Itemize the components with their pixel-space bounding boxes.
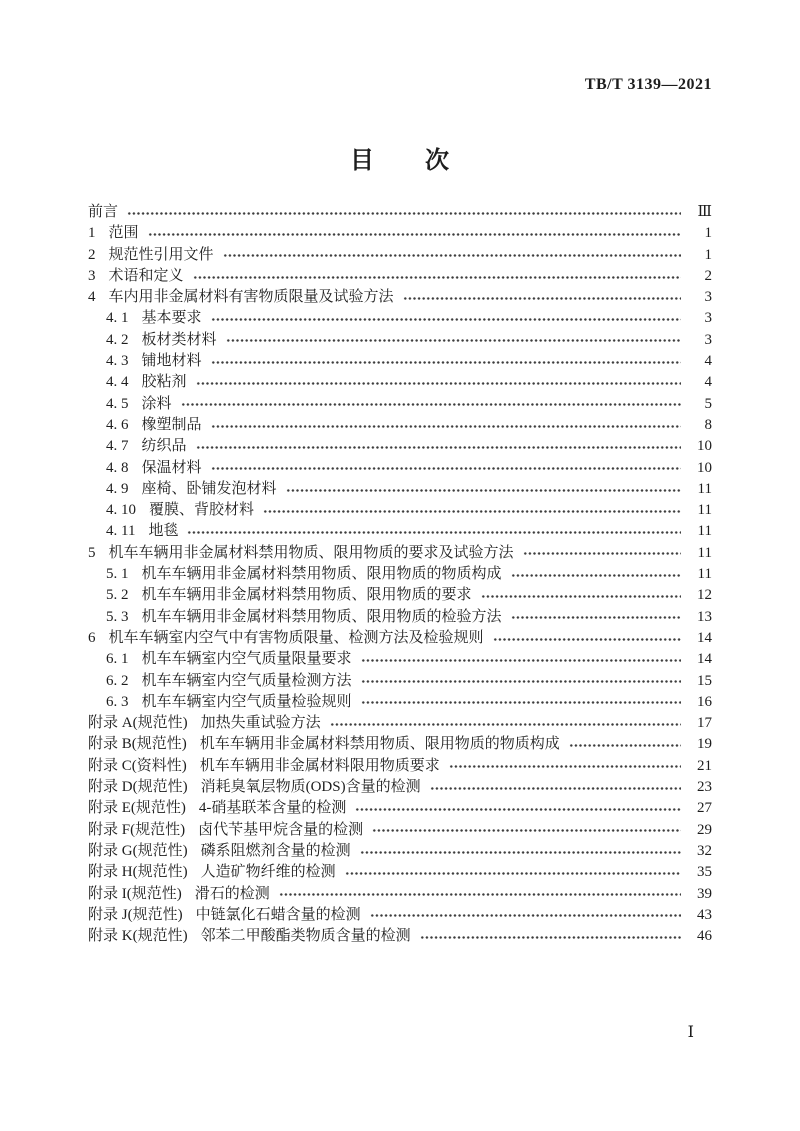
toc-entry-title: 机车车辆室内空气质量限量要求 bbox=[141, 651, 352, 668]
toc-entry bbox=[88, 308, 712, 329]
toc-entry bbox=[88, 820, 712, 841]
dot-leader bbox=[511, 614, 681, 621]
toc-entry-number: 附录 F(规范性) bbox=[88, 821, 186, 838]
toc-entry-number: 4. 6 bbox=[106, 416, 129, 433]
toc-entry-page: 15 bbox=[697, 672, 712, 689]
toc-entry bbox=[88, 287, 712, 308]
toc-entry bbox=[88, 671, 712, 692]
toc-entry-number: 4. 7 bbox=[106, 438, 129, 455]
toc-entry-title: 铺地材料 bbox=[141, 353, 202, 370]
toc-entry-title: 橡塑制品 bbox=[141, 416, 202, 433]
toc-entry-title: 4-硝基联苯含量的检测 bbox=[198, 800, 347, 817]
toc-entry bbox=[88, 628, 712, 649]
dot-leader bbox=[449, 763, 681, 770]
toc-entry-page: 11 bbox=[697, 480, 712, 497]
dot-leader bbox=[187, 529, 681, 536]
toc-entry bbox=[88, 458, 712, 479]
toc-entry-number: 附录 E(规范性) bbox=[88, 800, 186, 817]
toc-entry-number: 6 bbox=[88, 629, 96, 646]
toc-entry-number: 4. 2 bbox=[106, 331, 129, 348]
toc-entry-title: 机车车辆用非金属材料禁用物质、限用物质的物质构成 bbox=[141, 566, 502, 583]
toc-entry-page: 3 bbox=[704, 310, 712, 327]
toc-entry-number: 4. 3 bbox=[106, 353, 129, 370]
dot-leader bbox=[223, 252, 681, 259]
toc-entry-title: 磷系阻燃剂含量的检测 bbox=[200, 842, 351, 859]
toc-entry bbox=[88, 607, 712, 628]
dot-leader bbox=[481, 593, 681, 600]
dot-leader bbox=[211, 423, 681, 430]
toc-entry-title: 滑石的检测 bbox=[194, 885, 270, 902]
dot-leader bbox=[127, 210, 681, 217]
toc-list bbox=[88, 202, 712, 947]
toc-entry-title: 范围 bbox=[108, 225, 139, 242]
toc-entry-number: 3 bbox=[88, 267, 96, 284]
toc-entry-title: 板材类材料 bbox=[141, 331, 217, 348]
toc-entry bbox=[88, 734, 712, 755]
toc-entry-page: 8 bbox=[704, 416, 712, 433]
toc-entry-number: 附录 H(规范性) bbox=[88, 864, 188, 881]
dot-leader bbox=[211, 316, 681, 323]
dot-leader bbox=[361, 678, 681, 685]
toc-entry-page: 10 bbox=[697, 459, 712, 476]
toc-entry-title: 邻苯二甲酸酯类物质含量的检测 bbox=[200, 928, 411, 945]
toc-entry-title: 基本要求 bbox=[141, 310, 202, 327]
toc-entry-page: 23 bbox=[697, 779, 712, 796]
toc-entry-page: 4 bbox=[704, 353, 712, 370]
toc-entry-title: 规范性引用文件 bbox=[108, 246, 214, 263]
footer-page-number: Ⅰ bbox=[687, 1024, 694, 1041]
toc-entry-number: 附录 C(资料性) bbox=[88, 757, 187, 774]
dot-leader bbox=[403, 295, 681, 302]
toc-entry-number: 4. 5 bbox=[106, 395, 129, 412]
toc-entry-title: 保温材料 bbox=[141, 459, 202, 476]
dot-leader bbox=[511, 572, 681, 579]
toc-entry-number: 附录 K(规范性) bbox=[88, 928, 188, 945]
toc-entry-number: 附录 D(规范性) bbox=[88, 779, 188, 796]
toc-entry-number: 4. 9 bbox=[106, 480, 129, 497]
toc-entry-title: 纺织品 bbox=[141, 438, 187, 455]
toc-entry bbox=[88, 884, 712, 905]
toc-entry bbox=[88, 564, 712, 585]
page-title: 目 次 bbox=[350, 147, 450, 174]
toc-entry-number: 2 bbox=[88, 246, 96, 263]
toc-entry-title: 加热失重试验方法 bbox=[200, 715, 321, 732]
toc-entry-title: 座椅、卧铺发泡材料 bbox=[141, 480, 277, 497]
toc-entry-page: 16 bbox=[697, 693, 712, 710]
toc-entry bbox=[88, 521, 712, 542]
toc-entry-number: 6. 2 bbox=[106, 672, 129, 689]
dot-leader bbox=[360, 849, 681, 856]
dot-leader bbox=[148, 231, 681, 238]
dot-leader bbox=[330, 721, 681, 728]
toc-entry-title: 覆膜、背胶材料 bbox=[149, 502, 255, 519]
toc-entry-number: 4. 4 bbox=[106, 374, 129, 391]
toc-entry-title: 机车车辆室内空气质量检验规则 bbox=[141, 693, 352, 710]
toc-entry-page: 3 bbox=[704, 289, 712, 306]
toc-entry-page: 27 bbox=[697, 800, 712, 817]
dot-leader bbox=[361, 699, 681, 706]
dot-leader bbox=[193, 274, 681, 281]
toc-entry bbox=[88, 415, 712, 436]
dot-leader bbox=[355, 806, 681, 813]
standard-number: TB/T 3139—2021 bbox=[584, 76, 712, 93]
toc-entry bbox=[88, 266, 712, 287]
toc-entry-page: 14 bbox=[697, 651, 712, 668]
toc-entry-page: 11 bbox=[697, 523, 712, 540]
dot-leader bbox=[196, 380, 681, 387]
toc-entry-page: 5 bbox=[704, 395, 712, 412]
toc-entry-page: 3 bbox=[704, 331, 712, 348]
toc-entry-title: 涂料 bbox=[141, 395, 172, 412]
toc-entry-title: 前言 bbox=[88, 204, 119, 220]
dot-leader bbox=[372, 827, 681, 834]
toc-entry bbox=[88, 223, 712, 244]
toc-entry-title: 人造矿物纤维的检测 bbox=[200, 864, 336, 881]
dot-leader bbox=[523, 550, 681, 557]
dot-leader bbox=[430, 785, 681, 792]
toc-entry-title: 地毯 bbox=[148, 523, 179, 540]
toc-entry bbox=[88, 905, 712, 926]
toc-entry-title: 机车车辆用非金属材料限用物质要求 bbox=[199, 757, 440, 774]
toc-entry-page: 4 bbox=[704, 374, 712, 391]
toc-entry bbox=[88, 926, 712, 947]
document-page bbox=[88, 0, 712, 1131]
toc-entry-number: 1 bbox=[88, 225, 96, 242]
toc-entry bbox=[88, 756, 712, 777]
toc-entry bbox=[88, 394, 712, 415]
dot-leader bbox=[263, 508, 681, 515]
toc-entry bbox=[88, 798, 712, 819]
toc-entry bbox=[88, 330, 712, 351]
toc-entry bbox=[88, 585, 712, 606]
dot-leader bbox=[493, 636, 681, 643]
toc-entry-page: 43 bbox=[697, 906, 712, 923]
toc-entry-page: Ⅲ bbox=[697, 204, 712, 220]
toc-entry-page: 21 bbox=[697, 757, 712, 774]
toc-entry-page: 13 bbox=[697, 608, 712, 625]
toc-entry bbox=[88, 479, 712, 500]
toc-entry-number: 附录 J(规范性) bbox=[88, 906, 183, 923]
toc-entry-number: 附录 A(规范性) bbox=[88, 715, 188, 732]
toc-entry bbox=[88, 202, 712, 223]
dot-leader bbox=[569, 742, 681, 749]
toc-entry-number: 5. 2 bbox=[106, 587, 129, 604]
toc-entry-title: 机车车辆用非金属材料禁用物质、限用物质的检验方法 bbox=[141, 608, 502, 625]
toc-entry-title: 机车车辆用非金属材料禁用物质、限用物质的物质构成 bbox=[199, 736, 560, 753]
toc-entry-title: 机车车辆用非金属材料禁用物质、限用物质的要求 bbox=[141, 587, 472, 604]
toc-entry-title: 机车车辆室内空气中有害物质限量、检测方法及检验规则 bbox=[108, 629, 484, 646]
dot-leader bbox=[361, 657, 681, 664]
toc-entry-page: 39 bbox=[697, 885, 712, 902]
toc-entry-page: 29 bbox=[697, 821, 712, 838]
toc-entry-title: 消耗臭氧层物质(ODS)含量的检测 bbox=[200, 779, 421, 796]
dot-leader bbox=[211, 465, 681, 472]
toc-entry-page: 11 bbox=[697, 502, 712, 519]
toc-entry-title: 机车车辆用非金属材料禁用物质、限用物质的要求及试验方法 bbox=[108, 544, 514, 561]
toc-entry-page: 35 bbox=[697, 864, 712, 881]
toc-entry-number: 附录 B(规范性) bbox=[88, 736, 187, 753]
toc-entry-number: 附录 I(规范性) bbox=[88, 885, 182, 902]
toc-entry bbox=[88, 841, 712, 862]
toc-entry-number: 附录 G(规范性) bbox=[88, 842, 188, 859]
toc-entry-number: 4. 1 bbox=[106, 310, 129, 327]
toc-entry-number: 6. 3 bbox=[106, 693, 129, 710]
dot-leader bbox=[196, 444, 681, 451]
dot-leader bbox=[345, 870, 681, 877]
toc-entry bbox=[88, 713, 712, 734]
toc-entry bbox=[88, 245, 712, 266]
toc-entry-number: 4. 10 bbox=[106, 502, 136, 519]
toc-entry-number: 5 bbox=[88, 544, 96, 561]
toc-entry-title: 中链氯化石蜡含量的检测 bbox=[195, 906, 361, 923]
toc-entry bbox=[88, 372, 712, 393]
toc-entry-page: 1 bbox=[704, 246, 712, 263]
toc-entry-number: 6. 1 bbox=[106, 651, 129, 668]
toc-entry-title: 胶粘剂 bbox=[141, 374, 187, 391]
toc-entry-page: 10 bbox=[697, 438, 712, 455]
toc-entry-title: 卤代苄基甲烷含量的检测 bbox=[198, 821, 364, 838]
toc-entry-page: 1 bbox=[704, 225, 712, 242]
toc-entry-number: 4. 11 bbox=[106, 523, 136, 540]
toc-entry-page: 12 bbox=[697, 587, 712, 604]
toc-entry bbox=[88, 543, 712, 564]
dot-leader bbox=[211, 359, 681, 366]
toc-entry bbox=[88, 649, 712, 670]
dot-leader bbox=[279, 891, 681, 898]
toc-entry-number: 5. 1 bbox=[106, 566, 129, 583]
toc-entry-page: 11 bbox=[697, 566, 712, 583]
toc-entry bbox=[88, 436, 712, 457]
toc-entry bbox=[88, 777, 712, 798]
toc-entry-page: 17 bbox=[697, 715, 712, 732]
toc-entry-title: 机车车辆室内空气质量检测方法 bbox=[141, 672, 352, 689]
dot-leader bbox=[420, 934, 681, 941]
dot-leader bbox=[226, 337, 681, 344]
toc-entry-page: 2 bbox=[704, 267, 712, 284]
toc-entry-page: 14 bbox=[697, 629, 712, 646]
toc-entry bbox=[88, 692, 712, 713]
dot-leader bbox=[181, 401, 681, 408]
toc-entry-title: 术语和定义 bbox=[108, 267, 184, 284]
toc-entry bbox=[88, 351, 712, 372]
toc-entry-title: 车内用非金属材料有害物质限量及试验方法 bbox=[108, 289, 394, 306]
toc-entry bbox=[88, 500, 712, 521]
dot-leader bbox=[370, 912, 681, 919]
dot-leader bbox=[286, 487, 681, 494]
toc-entry-number: 5. 3 bbox=[106, 608, 129, 625]
toc-entry-number: 4 bbox=[88, 289, 96, 306]
toc-entry bbox=[88, 862, 712, 883]
toc-entry-page: 32 bbox=[697, 842, 712, 859]
toc-entry-page: 11 bbox=[697, 544, 712, 561]
toc-entry-page: 19 bbox=[697, 736, 712, 753]
toc-entry-page: 46 bbox=[697, 928, 712, 945]
toc-entry-number: 4. 8 bbox=[106, 459, 129, 476]
